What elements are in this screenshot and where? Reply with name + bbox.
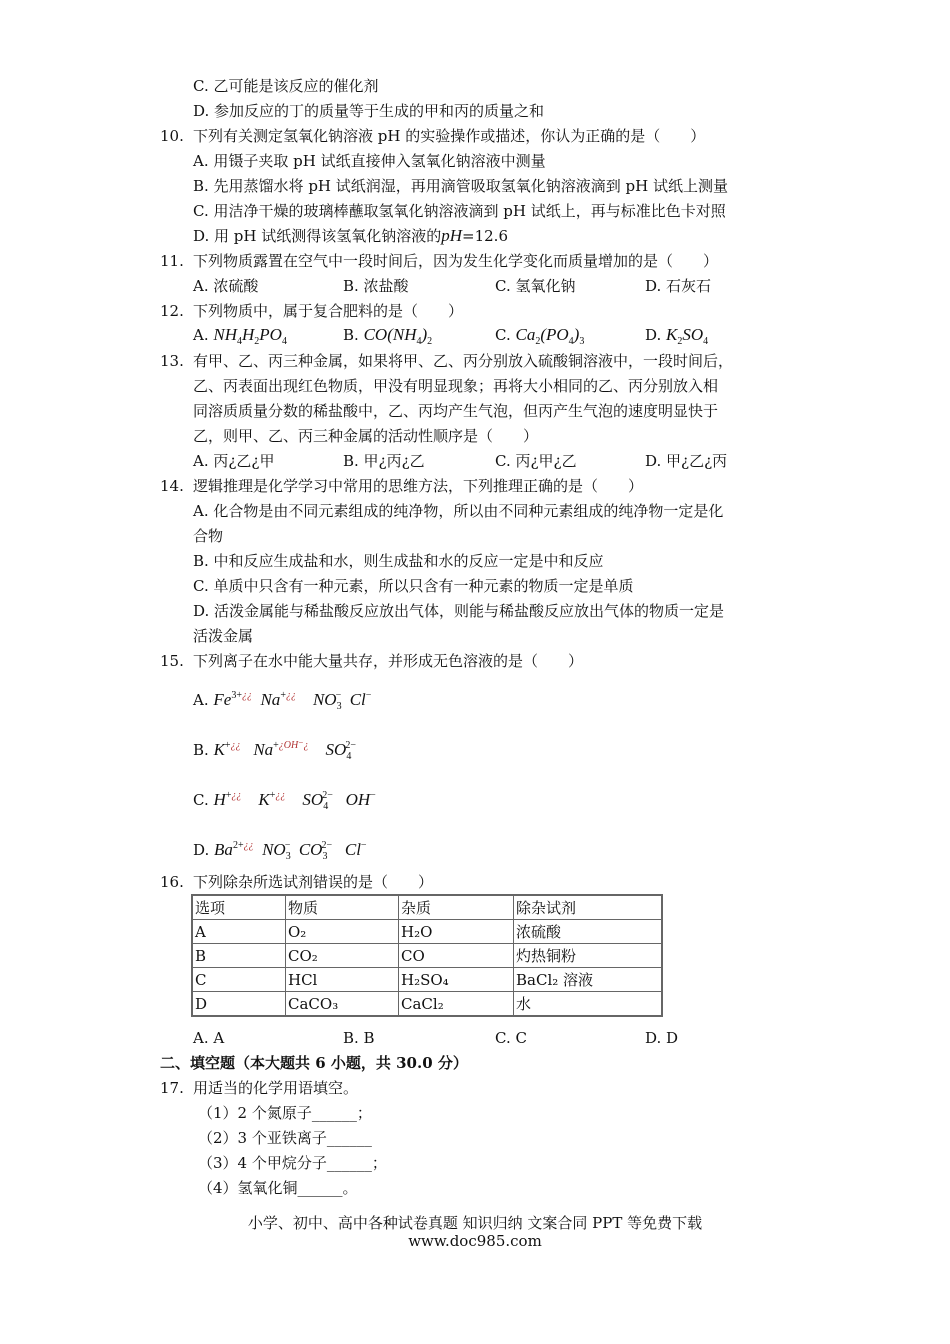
q15-label-b: B. bbox=[193, 741, 209, 759]
table-cell: CaCl₂ bbox=[399, 992, 514, 1017]
q12-formula-d: $K_2SO_4$ bbox=[666, 325, 709, 347]
footer-text: 小学、初中、高中各种试卷真题 知识归纳 文案合同 PPT 等免费下载 bbox=[247, 1214, 703, 1232]
q10-option-d bbox=[193, 226, 508, 246]
q16-option-b: B. B bbox=[343, 1029, 375, 1047]
q13-stem-line: 同溶质质量分数的稀盐酸中，乙、丙均产生气泡，但丙产生气泡的速度明显快于 bbox=[193, 402, 719, 420]
q10-option-c: C. 用洁净干燥的玻璃棒蘸取氢氧化钠溶液滴到 pH 试纸上，再与标准比色卡对照 bbox=[193, 202, 726, 220]
footer-url[interactable]: www.doc985.com bbox=[408, 1232, 542, 1250]
q14-option-d: D. 活泼金属能与稀盐酸反应放出气体，则能与稀盐酸反应放出气体的物质一定是 bbox=[193, 602, 725, 620]
q17-item: （1）2 个氮原子______； bbox=[198, 1104, 372, 1122]
q11-option-c: C. 氢氧化钠 bbox=[495, 277, 576, 295]
q9-option-c: C. 乙可能是该反应的催化剂 bbox=[193, 77, 379, 95]
table-cell: H₂O bbox=[399, 920, 514, 944]
q14-option-d-cont: 活泼金属 bbox=[193, 627, 254, 645]
q15-stem: 下列离子在水中能大量共存，并形成无色溶液的是（ ） bbox=[193, 652, 584, 670]
q13-number: 13. bbox=[160, 352, 184, 370]
q15-option-d bbox=[193, 836, 367, 867]
q12-number: 12. bbox=[160, 302, 184, 320]
q10-number: 10. bbox=[160, 127, 184, 145]
table-row bbox=[192, 944, 662, 968]
q15-number: 15. bbox=[160, 652, 184, 670]
q12-option-b bbox=[343, 325, 432, 352]
table-cell: 水 bbox=[514, 992, 663, 1017]
q11-option-d: D. 石灰石 bbox=[645, 277, 712, 295]
q12-formula-c: $Ca_2(PO_4)_3$ bbox=[515, 325, 585, 347]
table-cell: CO bbox=[399, 944, 514, 968]
q13-stem-line: 有甲、乙、丙三种金属，如果将甲、乙、丙分别放入硫酸铜溶液中，一段时间后， bbox=[193, 352, 734, 370]
q10-option-b: B. 先用蒸馏水将 pH 试纸润湿，再用滴管吸取氢氧化钠溶液滴到 pH 试纸上测量 bbox=[193, 177, 729, 195]
q12-option-c bbox=[495, 325, 584, 352]
q14-option-a-cont: 合物 bbox=[193, 527, 224, 545]
table-cell: H₂SO₄ bbox=[399, 968, 514, 992]
section-title: 二、填空题（本大题共 6 小题，共 30.0 分） bbox=[160, 1054, 468, 1072]
q12-formula-a: $NH_4H_2PO_4$ bbox=[213, 325, 287, 347]
table-row bbox=[192, 920, 662, 944]
table-cell: B bbox=[192, 944, 286, 968]
q12-label-d: D. bbox=[645, 326, 662, 344]
q13-stem-line: 乙、丙表面出现红色物质，甲没有明显现象；再将大小相同的乙、丙分别放入相 bbox=[193, 377, 719, 395]
table-cell: 灼热铜粉 bbox=[514, 944, 663, 968]
table-row bbox=[192, 968, 662, 992]
q14-option-a: A. 化合物是由不同元素组成的纯净物，所以由不同种元素组成的纯净物一定是化 bbox=[193, 502, 724, 520]
table-header-row bbox=[192, 895, 662, 920]
table-row bbox=[192, 992, 662, 1017]
table-cell: HCl bbox=[286, 968, 399, 992]
q16-stem: 下列除杂所选试剂错误的是（ ） bbox=[193, 873, 434, 891]
table-cell: BaCl₂ 溶液 bbox=[514, 968, 663, 992]
q13-stem-line: 乙，则甲、乙、丙三种金属的活动性顺序是（ ） bbox=[193, 427, 539, 445]
table-cell: A bbox=[192, 920, 286, 944]
q15-label-a: A. bbox=[193, 691, 209, 709]
q15-ions-d: $Ba^{2+¿¿}$ $NO_3^-$ $CO_3^{2-}$ Cl− bbox=[214, 840, 367, 862]
q12-formula-b: $CO(NH_4)_2$ bbox=[363, 325, 433, 347]
q10-option-a: A. 用镊子夹取 pH 试纸直接伸入氢氧化钠溶液中测量 bbox=[193, 152, 546, 170]
q11-stem: 下列物质露置在空气中一段时间后，因为发生化学变化而质量增加的是（ ） bbox=[193, 252, 719, 270]
q13-option-b: B. 甲¿丙¿乙 bbox=[343, 452, 425, 470]
q12-option-d bbox=[645, 325, 708, 352]
q12-label-a: A. bbox=[193, 326, 209, 344]
q16-table bbox=[191, 894, 663, 1017]
q10-option-d-text: D. 用 pH 试纸测得该氢氧化钠溶液的 bbox=[193, 227, 442, 245]
q11-number: 11. bbox=[160, 252, 184, 270]
q11-option-a: A. 浓硫酸 bbox=[193, 277, 259, 295]
q13-option-a: A. 丙¿乙¿甲 bbox=[193, 452, 275, 470]
q15-label-d: D. bbox=[193, 841, 210, 859]
q10-stem: 下列有关测定氢氧化钠溶液 pH 的实验操作或描述，你认为正确的是（ ） bbox=[193, 127, 706, 145]
q15-option-b bbox=[193, 736, 356, 767]
q11-option-b: B. 浓盐酸 bbox=[343, 277, 409, 295]
q15-ions-b: K+¿¿ $Na^{+¿OH^-¿}$ $SO_4^{2-}$ bbox=[213, 740, 356, 762]
table-cell: CO₂ bbox=[286, 944, 399, 968]
table-header-cell: 杂质 bbox=[399, 895, 514, 920]
q10-ph-value: =12.6 bbox=[462, 227, 508, 245]
table-header-cell: 选项 bbox=[192, 895, 286, 920]
q17-number: 17. bbox=[160, 1079, 184, 1097]
q12-option-a bbox=[193, 325, 287, 352]
table-cell: O₂ bbox=[286, 920, 399, 944]
q16-option-d: D. D bbox=[645, 1029, 679, 1047]
table-header-cell: 除杂试剂 bbox=[514, 895, 663, 920]
table-cell: CaCO₃ bbox=[286, 992, 399, 1017]
q17-item: （2）3 个亚铁离子______ bbox=[198, 1129, 372, 1147]
q9-option-d: D. 参加反应的丁的质量等于生成的甲和丙的质量之和 bbox=[193, 102, 545, 120]
q15-option-c bbox=[193, 786, 376, 817]
q16-number: 16. bbox=[160, 873, 184, 891]
q17-stem: 用适当的化学用语填空。 bbox=[193, 1079, 359, 1097]
table-cell: 浓硫酸 bbox=[514, 920, 663, 944]
q10-ph-symbol: pH bbox=[441, 226, 463, 245]
q12-stem: 下列物质中，属于复合肥料的是（ ） bbox=[193, 302, 464, 320]
table-cell: D bbox=[192, 992, 286, 1017]
table-cell: C bbox=[192, 968, 286, 992]
q15-label-c: C. bbox=[193, 791, 209, 809]
q14-stem: 逻辑推理是化学学习中常用的思维方法，下列推理正确的是（ ） bbox=[193, 477, 644, 495]
q17-item: （3）4 个甲烷分子______； bbox=[198, 1154, 387, 1172]
q17-item: （4）氢氧化铜______。 bbox=[198, 1179, 358, 1197]
q12-label-c: C. bbox=[495, 326, 511, 344]
q16-option-a: A. A bbox=[193, 1029, 225, 1047]
q14-number: 14. bbox=[160, 477, 184, 495]
q12-label-b: B. bbox=[343, 326, 359, 344]
q14-option-c: C. 单质中只含有一种元素，所以只含有一种元素的物质一定是单质 bbox=[193, 577, 634, 595]
q16-option-c: C. C bbox=[495, 1029, 527, 1047]
q13-option-d: D. 甲¿乙¿丙 bbox=[645, 452, 728, 470]
q14-option-b: B. 中和反应生成盐和水，则生成盐和水的反应一定是中和反应 bbox=[193, 552, 604, 570]
q15-option-a bbox=[193, 686, 371, 717]
q15-ions-c: H+¿¿ K+¿¿ $SO_4^{2-}$ OH− bbox=[213, 790, 376, 812]
table-header-cell: 物质 bbox=[286, 895, 399, 920]
q15-ions-a: $Fe^{3+¿¿}$ Na+¿¿ $NO_3^-$ Cl− bbox=[213, 690, 372, 712]
q13-option-c: C. 丙¿甲¿乙 bbox=[495, 452, 577, 470]
